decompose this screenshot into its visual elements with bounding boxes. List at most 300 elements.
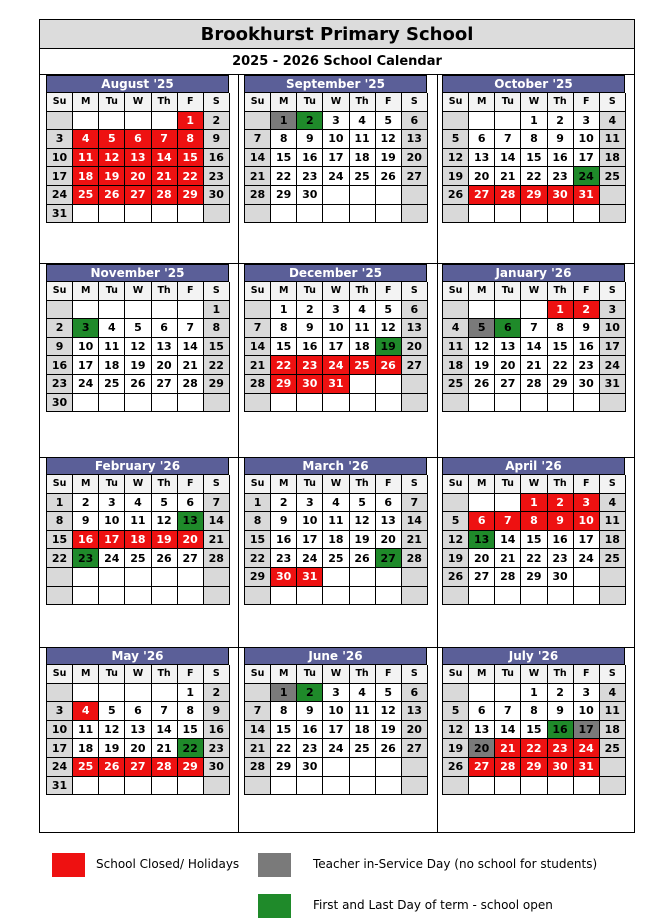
month-grid bbox=[442, 93, 625, 223]
day-cell: 7 bbox=[245, 130, 271, 149]
day-cell: 3 bbox=[47, 702, 73, 721]
day-cell: 27 bbox=[402, 356, 428, 375]
month-header: November '25 bbox=[46, 264, 229, 282]
day-cell: 7 bbox=[152, 702, 178, 721]
day-cell: 24 bbox=[574, 167, 600, 186]
empty-cell bbox=[245, 587, 271, 606]
day-cell: 3 bbox=[574, 112, 600, 131]
day-cell: 26 bbox=[443, 568, 469, 587]
empty-cell bbox=[521, 394, 547, 413]
empty-cell bbox=[152, 777, 178, 796]
day-cell: 1 bbox=[521, 112, 547, 131]
empty-cell bbox=[99, 777, 125, 796]
weekday-header: Su bbox=[47, 93, 73, 112]
day-cell: 11 bbox=[125, 512, 151, 531]
day-cell: 28 bbox=[495, 758, 521, 777]
day-cell: 26 bbox=[443, 186, 469, 205]
weekday-header: S bbox=[402, 475, 428, 494]
weekday-header: Tu bbox=[297, 475, 323, 494]
day-cell: 15 bbox=[47, 531, 73, 550]
day-cell: 4 bbox=[323, 494, 349, 513]
day-cell: 3 bbox=[323, 112, 349, 131]
weekday-header: M bbox=[469, 93, 495, 112]
weekday-header: S bbox=[204, 665, 230, 684]
day-cell: 3 bbox=[47, 130, 73, 149]
weekday-header: M bbox=[469, 475, 495, 494]
day-cell: 24 bbox=[574, 549, 600, 568]
day-cell: 1 bbox=[204, 301, 230, 320]
row-divider bbox=[40, 263, 634, 264]
day-cell: 20 bbox=[402, 149, 428, 168]
row-divider bbox=[40, 647, 634, 648]
month-header: May '26 bbox=[46, 647, 229, 665]
day-cell: 29 bbox=[521, 568, 547, 587]
empty-cell bbox=[73, 587, 99, 606]
empty-cell bbox=[323, 568, 349, 587]
day-cell: 6 bbox=[469, 702, 495, 721]
day-cell: 25 bbox=[600, 167, 626, 186]
empty-cell bbox=[271, 394, 297, 413]
empty-cell bbox=[469, 301, 495, 320]
day-cell: 30 bbox=[548, 568, 574, 587]
empty-cell bbox=[376, 758, 402, 777]
day-cell: 6 bbox=[125, 702, 151, 721]
day-cell: 21 bbox=[245, 739, 271, 758]
day-cell: 6 bbox=[376, 494, 402, 513]
weekday-header: S bbox=[402, 282, 428, 301]
legend-closed-swatch bbox=[52, 853, 85, 877]
weekday-header: F bbox=[376, 282, 402, 301]
day-cell: 12 bbox=[99, 721, 125, 740]
empty-cell bbox=[178, 301, 204, 320]
day-cell: 29 bbox=[271, 186, 297, 205]
day-cell: 7 bbox=[495, 512, 521, 531]
day-cell: 5 bbox=[443, 702, 469, 721]
day-cell: 15 bbox=[548, 338, 574, 357]
day-cell: 7 bbox=[245, 702, 271, 721]
day-cell: 8 bbox=[47, 512, 73, 531]
day-cell: 25 bbox=[99, 375, 125, 394]
weekday-header: Tu bbox=[99, 93, 125, 112]
day-cell: 13 bbox=[469, 721, 495, 740]
legend-closed-label: School Closed/ Holidays bbox=[96, 857, 240, 871]
day-cell: 29 bbox=[271, 375, 297, 394]
legend-inset-label: Teacher in-Service Day (no school for students) bbox=[313, 857, 598, 871]
day-cell: 13 bbox=[152, 338, 178, 357]
day-cell: 16 bbox=[548, 149, 574, 168]
day-cell: 22 bbox=[548, 356, 574, 375]
weekday-header: Tu bbox=[99, 665, 125, 684]
day-cell: 4 bbox=[600, 684, 626, 703]
day-cell: 17 bbox=[323, 721, 349, 740]
empty-cell bbox=[47, 301, 73, 320]
day-cell: 25 bbox=[350, 167, 376, 186]
day-cell: 30 bbox=[204, 758, 230, 777]
day-cell: 21 bbox=[204, 531, 230, 550]
day-cell: 30 bbox=[47, 394, 73, 413]
day-cell: 10 bbox=[47, 721, 73, 740]
weekday-header: M bbox=[469, 282, 495, 301]
day-cell: 6 bbox=[469, 512, 495, 531]
empty-cell bbox=[73, 568, 99, 587]
day-cell: 22 bbox=[271, 356, 297, 375]
day-cell: 3 bbox=[323, 301, 349, 320]
day-cell: 21 bbox=[495, 167, 521, 186]
empty-cell bbox=[178, 205, 204, 224]
empty-cell bbox=[73, 394, 99, 413]
day-cell: 26 bbox=[376, 739, 402, 758]
weekday-header: F bbox=[178, 475, 204, 494]
empty-cell bbox=[323, 777, 349, 796]
empty-cell bbox=[350, 777, 376, 796]
day-cell: 1 bbox=[47, 494, 73, 513]
day-cell: 15 bbox=[245, 531, 271, 550]
day-cell: 24 bbox=[297, 549, 323, 568]
day-cell: 11 bbox=[350, 702, 376, 721]
empty-cell bbox=[152, 112, 178, 131]
day-cell: 25 bbox=[350, 739, 376, 758]
day-cell: 12 bbox=[376, 319, 402, 338]
day-cell: 4 bbox=[73, 702, 99, 721]
day-cell: 15 bbox=[271, 338, 297, 357]
day-cell: 3 bbox=[99, 494, 125, 513]
empty-cell bbox=[245, 684, 271, 703]
empty-cell bbox=[350, 568, 376, 587]
day-cell: 11 bbox=[600, 130, 626, 149]
month-grid bbox=[46, 475, 229, 605]
day-cell: 22 bbox=[204, 356, 230, 375]
day-cell: 8 bbox=[521, 702, 547, 721]
weekday-header: W bbox=[323, 665, 349, 684]
day-cell: 17 bbox=[47, 167, 73, 186]
empty-cell bbox=[245, 777, 271, 796]
day-cell: 24 bbox=[73, 375, 99, 394]
day-cell: 5 bbox=[99, 702, 125, 721]
day-cell: 3 bbox=[574, 494, 600, 513]
day-cell: 14 bbox=[204, 512, 230, 531]
month-header: April '26 bbox=[442, 457, 625, 475]
day-cell: 25 bbox=[350, 356, 376, 375]
day-cell: 16 bbox=[297, 338, 323, 357]
day-cell: 13 bbox=[402, 319, 428, 338]
day-cell: 18 bbox=[600, 531, 626, 550]
day-cell: 17 bbox=[574, 149, 600, 168]
empty-cell bbox=[152, 684, 178, 703]
day-cell: 10 bbox=[47, 149, 73, 168]
day-cell: 2 bbox=[297, 112, 323, 131]
weekday-header: Su bbox=[245, 475, 271, 494]
day-cell: 20 bbox=[402, 721, 428, 740]
weekday-header: Th bbox=[548, 475, 574, 494]
empty-cell bbox=[495, 394, 521, 413]
empty-cell bbox=[125, 568, 151, 587]
day-cell: 14 bbox=[402, 512, 428, 531]
day-cell: 24 bbox=[99, 549, 125, 568]
day-cell: 4 bbox=[350, 301, 376, 320]
day-cell: 14 bbox=[495, 721, 521, 740]
day-cell: 10 bbox=[574, 702, 600, 721]
day-cell: 9 bbox=[574, 319, 600, 338]
day-cell: 14 bbox=[245, 149, 271, 168]
day-cell: 28 bbox=[521, 375, 547, 394]
empty-cell bbox=[402, 777, 428, 796]
column-divider bbox=[437, 75, 438, 833]
day-cell: 16 bbox=[297, 149, 323, 168]
empty-cell bbox=[443, 394, 469, 413]
day-cell: 11 bbox=[323, 512, 349, 531]
day-cell: 20 bbox=[178, 531, 204, 550]
day-cell: 7 bbox=[495, 130, 521, 149]
day-cell: 2 bbox=[548, 684, 574, 703]
day-cell: 19 bbox=[443, 739, 469, 758]
day-cell: 20 bbox=[402, 338, 428, 357]
day-cell: 11 bbox=[350, 319, 376, 338]
day-cell: 27 bbox=[125, 186, 151, 205]
empty-cell bbox=[178, 777, 204, 796]
day-cell: 1 bbox=[521, 494, 547, 513]
day-cell: 27 bbox=[469, 758, 495, 777]
empty-cell bbox=[350, 587, 376, 606]
day-cell: 27 bbox=[469, 186, 495, 205]
empty-cell bbox=[47, 112, 73, 131]
empty-cell bbox=[548, 587, 574, 606]
weekday-header: W bbox=[323, 475, 349, 494]
empty-cell bbox=[47, 684, 73, 703]
day-cell: 2 bbox=[73, 494, 99, 513]
empty-cell bbox=[350, 758, 376, 777]
weekday-header: F bbox=[376, 93, 402, 112]
day-cell: 27 bbox=[125, 758, 151, 777]
day-cell: 29 bbox=[178, 758, 204, 777]
weekday-header: W bbox=[125, 475, 151, 494]
weekday-header: S bbox=[402, 665, 428, 684]
month-block bbox=[46, 264, 229, 412]
day-cell: 3 bbox=[600, 301, 626, 320]
day-cell: 8 bbox=[271, 702, 297, 721]
day-cell: 5 bbox=[469, 319, 495, 338]
day-cell: 22 bbox=[271, 739, 297, 758]
day-cell: 6 bbox=[495, 319, 521, 338]
day-cell: 20 bbox=[495, 356, 521, 375]
day-cell: 5 bbox=[350, 494, 376, 513]
day-cell: 6 bbox=[402, 301, 428, 320]
empty-cell bbox=[495, 112, 521, 131]
day-cell: 20 bbox=[125, 739, 151, 758]
empty-cell bbox=[73, 205, 99, 224]
empty-cell bbox=[574, 587, 600, 606]
day-cell: 26 bbox=[469, 375, 495, 394]
day-cell: 5 bbox=[125, 319, 151, 338]
month-header: September '25 bbox=[244, 75, 427, 93]
day-cell: 31 bbox=[297, 568, 323, 587]
empty-cell bbox=[376, 186, 402, 205]
day-cell: 30 bbox=[204, 186, 230, 205]
month-grid bbox=[244, 282, 427, 412]
day-cell: 19 bbox=[443, 549, 469, 568]
empty-cell bbox=[297, 205, 323, 224]
day-cell: 6 bbox=[125, 130, 151, 149]
day-cell: 23 bbox=[548, 549, 574, 568]
empty-cell bbox=[323, 587, 349, 606]
day-cell: 26 bbox=[99, 186, 125, 205]
month-grid bbox=[46, 665, 229, 795]
day-cell: 16 bbox=[574, 338, 600, 357]
day-cell: 12 bbox=[469, 338, 495, 357]
day-cell: 21 bbox=[495, 739, 521, 758]
day-cell: 22 bbox=[271, 167, 297, 186]
day-cell: 13 bbox=[495, 338, 521, 357]
day-cell: 1 bbox=[271, 684, 297, 703]
weekday-header: F bbox=[178, 282, 204, 301]
empty-cell bbox=[323, 186, 349, 205]
empty-cell bbox=[323, 394, 349, 413]
day-cell: 7 bbox=[245, 319, 271, 338]
day-cell: 1 bbox=[548, 301, 574, 320]
day-cell: 9 bbox=[47, 338, 73, 357]
empty-cell bbox=[125, 205, 151, 224]
month-header: January '26 bbox=[442, 264, 625, 282]
empty-cell bbox=[245, 394, 271, 413]
day-cell: 9 bbox=[297, 130, 323, 149]
weekday-header: M bbox=[271, 282, 297, 301]
day-cell: 24 bbox=[574, 739, 600, 758]
weekday-header: Tu bbox=[99, 475, 125, 494]
empty-cell bbox=[125, 587, 151, 606]
day-cell: 12 bbox=[99, 149, 125, 168]
day-cell: 5 bbox=[376, 684, 402, 703]
day-cell: 2 bbox=[548, 112, 574, 131]
day-cell: 15 bbox=[204, 338, 230, 357]
month-block bbox=[244, 457, 427, 605]
weekday-header: S bbox=[204, 475, 230, 494]
empty-cell bbox=[443, 494, 469, 513]
day-cell: 7 bbox=[521, 319, 547, 338]
weekday-header: W bbox=[125, 665, 151, 684]
month-block bbox=[442, 457, 625, 605]
day-cell: 27 bbox=[152, 375, 178, 394]
day-cell: 1 bbox=[178, 112, 204, 131]
day-cell: 2 bbox=[204, 684, 230, 703]
day-cell: 19 bbox=[376, 338, 402, 357]
empty-cell bbox=[600, 394, 626, 413]
day-cell: 27 bbox=[402, 167, 428, 186]
empty-cell bbox=[521, 205, 547, 224]
empty-cell bbox=[99, 301, 125, 320]
month-grid bbox=[442, 665, 625, 795]
day-cell: 19 bbox=[99, 739, 125, 758]
day-cell: 13 bbox=[469, 531, 495, 550]
weekday-header: Tu bbox=[297, 282, 323, 301]
day-cell: 30 bbox=[297, 375, 323, 394]
day-cell: 16 bbox=[548, 721, 574, 740]
day-cell: 3 bbox=[297, 494, 323, 513]
day-cell: 22 bbox=[47, 549, 73, 568]
day-cell: 19 bbox=[152, 531, 178, 550]
day-cell: 13 bbox=[402, 130, 428, 149]
day-cell: 23 bbox=[204, 167, 230, 186]
day-cell: 4 bbox=[350, 112, 376, 131]
column-divider bbox=[238, 75, 239, 833]
month-header: July '26 bbox=[442, 647, 625, 665]
day-cell: 9 bbox=[548, 512, 574, 531]
day-cell: 22 bbox=[521, 167, 547, 186]
day-cell: 10 bbox=[73, 338, 99, 357]
empty-cell bbox=[402, 587, 428, 606]
day-cell: 10 bbox=[99, 512, 125, 531]
day-cell: 13 bbox=[125, 721, 151, 740]
weekday-header: Th bbox=[152, 665, 178, 684]
empty-cell bbox=[99, 112, 125, 131]
empty-cell bbox=[443, 684, 469, 703]
empty-cell bbox=[99, 394, 125, 413]
weekday-header: Su bbox=[443, 475, 469, 494]
weekday-header: S bbox=[600, 665, 626, 684]
day-cell: 21 bbox=[152, 167, 178, 186]
empty-cell bbox=[443, 205, 469, 224]
empty-cell bbox=[600, 205, 626, 224]
day-cell: 2 bbox=[271, 494, 297, 513]
day-cell: 26 bbox=[443, 758, 469, 777]
weekday-header: Su bbox=[47, 475, 73, 494]
empty-cell bbox=[376, 568, 402, 587]
month-grid bbox=[244, 93, 427, 223]
day-cell: 19 bbox=[350, 531, 376, 550]
legend-term-swatch bbox=[258, 894, 291, 918]
empty-cell bbox=[495, 494, 521, 513]
weekday-header: Su bbox=[245, 665, 271, 684]
weekday-header: Tu bbox=[495, 93, 521, 112]
empty-cell bbox=[574, 394, 600, 413]
empty-cell bbox=[152, 568, 178, 587]
weekday-header: M bbox=[73, 475, 99, 494]
day-cell: 15 bbox=[521, 149, 547, 168]
empty-cell bbox=[495, 587, 521, 606]
weekday-header: Tu bbox=[297, 93, 323, 112]
weekday-header: M bbox=[271, 93, 297, 112]
day-cell: 30 bbox=[548, 758, 574, 777]
empty-cell bbox=[297, 394, 323, 413]
day-cell: 4 bbox=[350, 684, 376, 703]
month-header: June '26 bbox=[244, 647, 427, 665]
day-cell: 23 bbox=[297, 739, 323, 758]
day-cell: 16 bbox=[548, 531, 574, 550]
weekday-header: W bbox=[521, 93, 547, 112]
weekday-header: Su bbox=[443, 665, 469, 684]
day-cell: 5 bbox=[99, 130, 125, 149]
day-cell: 23 bbox=[548, 167, 574, 186]
empty-cell bbox=[521, 777, 547, 796]
day-cell: 29 bbox=[245, 568, 271, 587]
weekday-header: Th bbox=[548, 93, 574, 112]
day-cell: 11 bbox=[350, 130, 376, 149]
day-cell: 7 bbox=[495, 702, 521, 721]
empty-cell bbox=[204, 205, 230, 224]
month-block bbox=[244, 264, 427, 412]
weekday-header: M bbox=[73, 665, 99, 684]
empty-cell bbox=[73, 777, 99, 796]
empty-cell bbox=[73, 112, 99, 131]
day-cell: 20 bbox=[469, 739, 495, 758]
day-cell: 25 bbox=[443, 375, 469, 394]
day-cell: 9 bbox=[548, 130, 574, 149]
day-cell: 10 bbox=[574, 130, 600, 149]
weekday-header: Th bbox=[350, 93, 376, 112]
day-cell: 31 bbox=[600, 375, 626, 394]
day-cell: 10 bbox=[574, 512, 600, 531]
day-cell: 23 bbox=[271, 549, 297, 568]
day-cell: 12 bbox=[443, 149, 469, 168]
empty-cell bbox=[600, 568, 626, 587]
